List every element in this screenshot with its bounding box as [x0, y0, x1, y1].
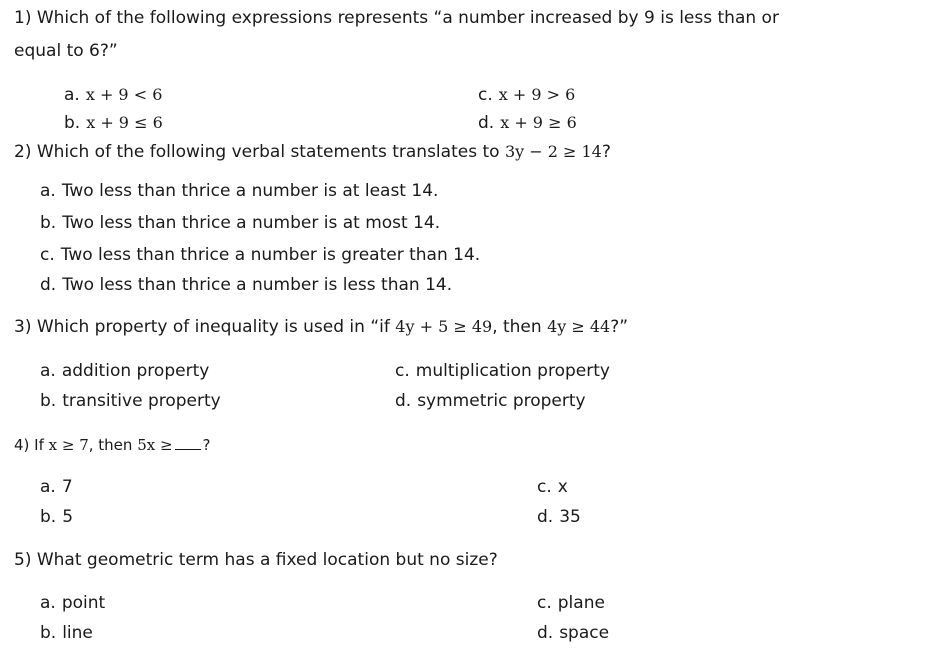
option-text: Two less than thrice a number is greater than 14. — [60, 245, 481, 265]
question-1-text-line-2: equal to 6?” — [14, 41, 118, 61]
option-letter: c. — [537, 477, 552, 497]
question-2-option-d[interactable] — [40, 274, 452, 296]
question-4-suffix: ? — [202, 436, 211, 454]
question-4-text — [14, 434, 211, 456]
option-text: Two less than thrice a number is at most 14. — [62, 213, 441, 233]
question-3-option-c[interactable] — [395, 360, 610, 382]
option-letter: b. — [40, 213, 57, 233]
option-letter: b. — [40, 507, 57, 527]
question-3-option-a[interactable] — [40, 360, 209, 382]
question-4-expression: 5x ≥ — [137, 436, 173, 454]
question-5-option-c[interactable] — [537, 592, 605, 614]
option-letter: b. — [40, 391, 57, 411]
option-text: Two less than thrice a number is less than 14. — [62, 275, 453, 295]
question-2-suffix: ? — [601, 142, 611, 162]
option-letter: b. — [40, 623, 57, 643]
option-letter: d. — [40, 275, 57, 295]
question-4-option-a[interactable] — [40, 476, 73, 498]
question-5-text: 5) What geometric term has a fixed location but no size? — [14, 550, 498, 570]
option-text: line — [62, 623, 93, 643]
question-3-text — [14, 316, 628, 338]
option-letter: d. — [537, 623, 554, 643]
option-text: 35 — [559, 507, 581, 527]
option-letter: c. — [40, 245, 55, 265]
question-2-inequality: 3y − 2 ≥ 14 — [504, 142, 602, 161]
question-5-option-b[interactable] — [40, 622, 93, 644]
question-4-option-c[interactable] — [537, 476, 568, 498]
answer-blank — [175, 435, 201, 450]
question-1-option-d[interactable] — [478, 112, 577, 134]
option-letter: d. — [395, 391, 412, 411]
option-text: point — [61, 593, 106, 613]
option-text: multiplication property — [415, 361, 610, 381]
question-2-prefix: 2) Which of the following verbal statements translates to — [14, 142, 505, 162]
question-4-option-b[interactable] — [40, 506, 73, 528]
option-letter: c. — [478, 85, 493, 105]
question-3-option-b[interactable] — [40, 390, 221, 412]
option-text: x — [557, 477, 568, 497]
option-letter: a. — [40, 361, 56, 381]
question-4-middle: , then — [88, 436, 138, 454]
option-letter: a. — [40, 593, 56, 613]
option-letter: a. — [64, 85, 80, 105]
option-expression: x + 9 > 6 — [498, 85, 576, 104]
question-2-option-b[interactable] — [40, 212, 440, 234]
option-text: Two less than thrice a number is at least 14. — [61, 181, 439, 201]
option-letter: c. — [537, 593, 552, 613]
question-4-option-d[interactable] — [537, 506, 581, 528]
option-text: symmetric property — [417, 391, 586, 411]
question-1-option-a[interactable] — [64, 84, 162, 106]
question-5-option-d[interactable] — [537, 622, 609, 644]
question-3-option-d[interactable] — [395, 390, 586, 412]
option-expression: x + 9 ≥ 6 — [500, 113, 577, 132]
option-letter: c. — [395, 361, 410, 381]
question-5-option-a[interactable] — [40, 592, 105, 614]
option-expression: x + 9 ≤ 6 — [86, 113, 163, 132]
question-3-inequality-1: 4y + 5 ≥ 49 — [395, 317, 493, 336]
option-letter: d. — [537, 507, 554, 527]
question-2-option-c[interactable] — [40, 244, 480, 266]
question-3-inequality-2: 4y ≥ 44 — [547, 317, 611, 336]
question-1-option-b[interactable] — [64, 112, 163, 134]
question-4-inequality-1: x ≥ 7 — [48, 436, 89, 454]
option-text: 7 — [61, 477, 73, 497]
option-expression: x + 9 < 6 — [85, 85, 163, 104]
question-1-text-line-1: 1) Which of the following expressions represents “a number increased by 9 is less than or — [14, 8, 779, 28]
option-text: addition property — [61, 361, 210, 381]
option-letter: a. — [40, 477, 56, 497]
option-text: transitive property — [62, 391, 221, 411]
option-text: plane — [557, 593, 605, 613]
question-3-prefix: 3) Which property of inequality is used in “if — [14, 317, 396, 337]
option-letter: d. — [478, 113, 495, 133]
question-3-suffix: ?” — [610, 317, 629, 337]
option-text: space — [559, 623, 610, 643]
option-letter: b. — [64, 113, 81, 133]
question-1-option-c[interactable] — [478, 84, 575, 106]
question-4-prefix: 4) If — [14, 436, 49, 454]
question-2-option-a[interactable] — [40, 180, 438, 202]
option-text: 5 — [62, 507, 74, 527]
question-3-middle: , then — [492, 317, 548, 337]
option-letter: a. — [40, 181, 56, 201]
question-2-text — [14, 141, 611, 163]
